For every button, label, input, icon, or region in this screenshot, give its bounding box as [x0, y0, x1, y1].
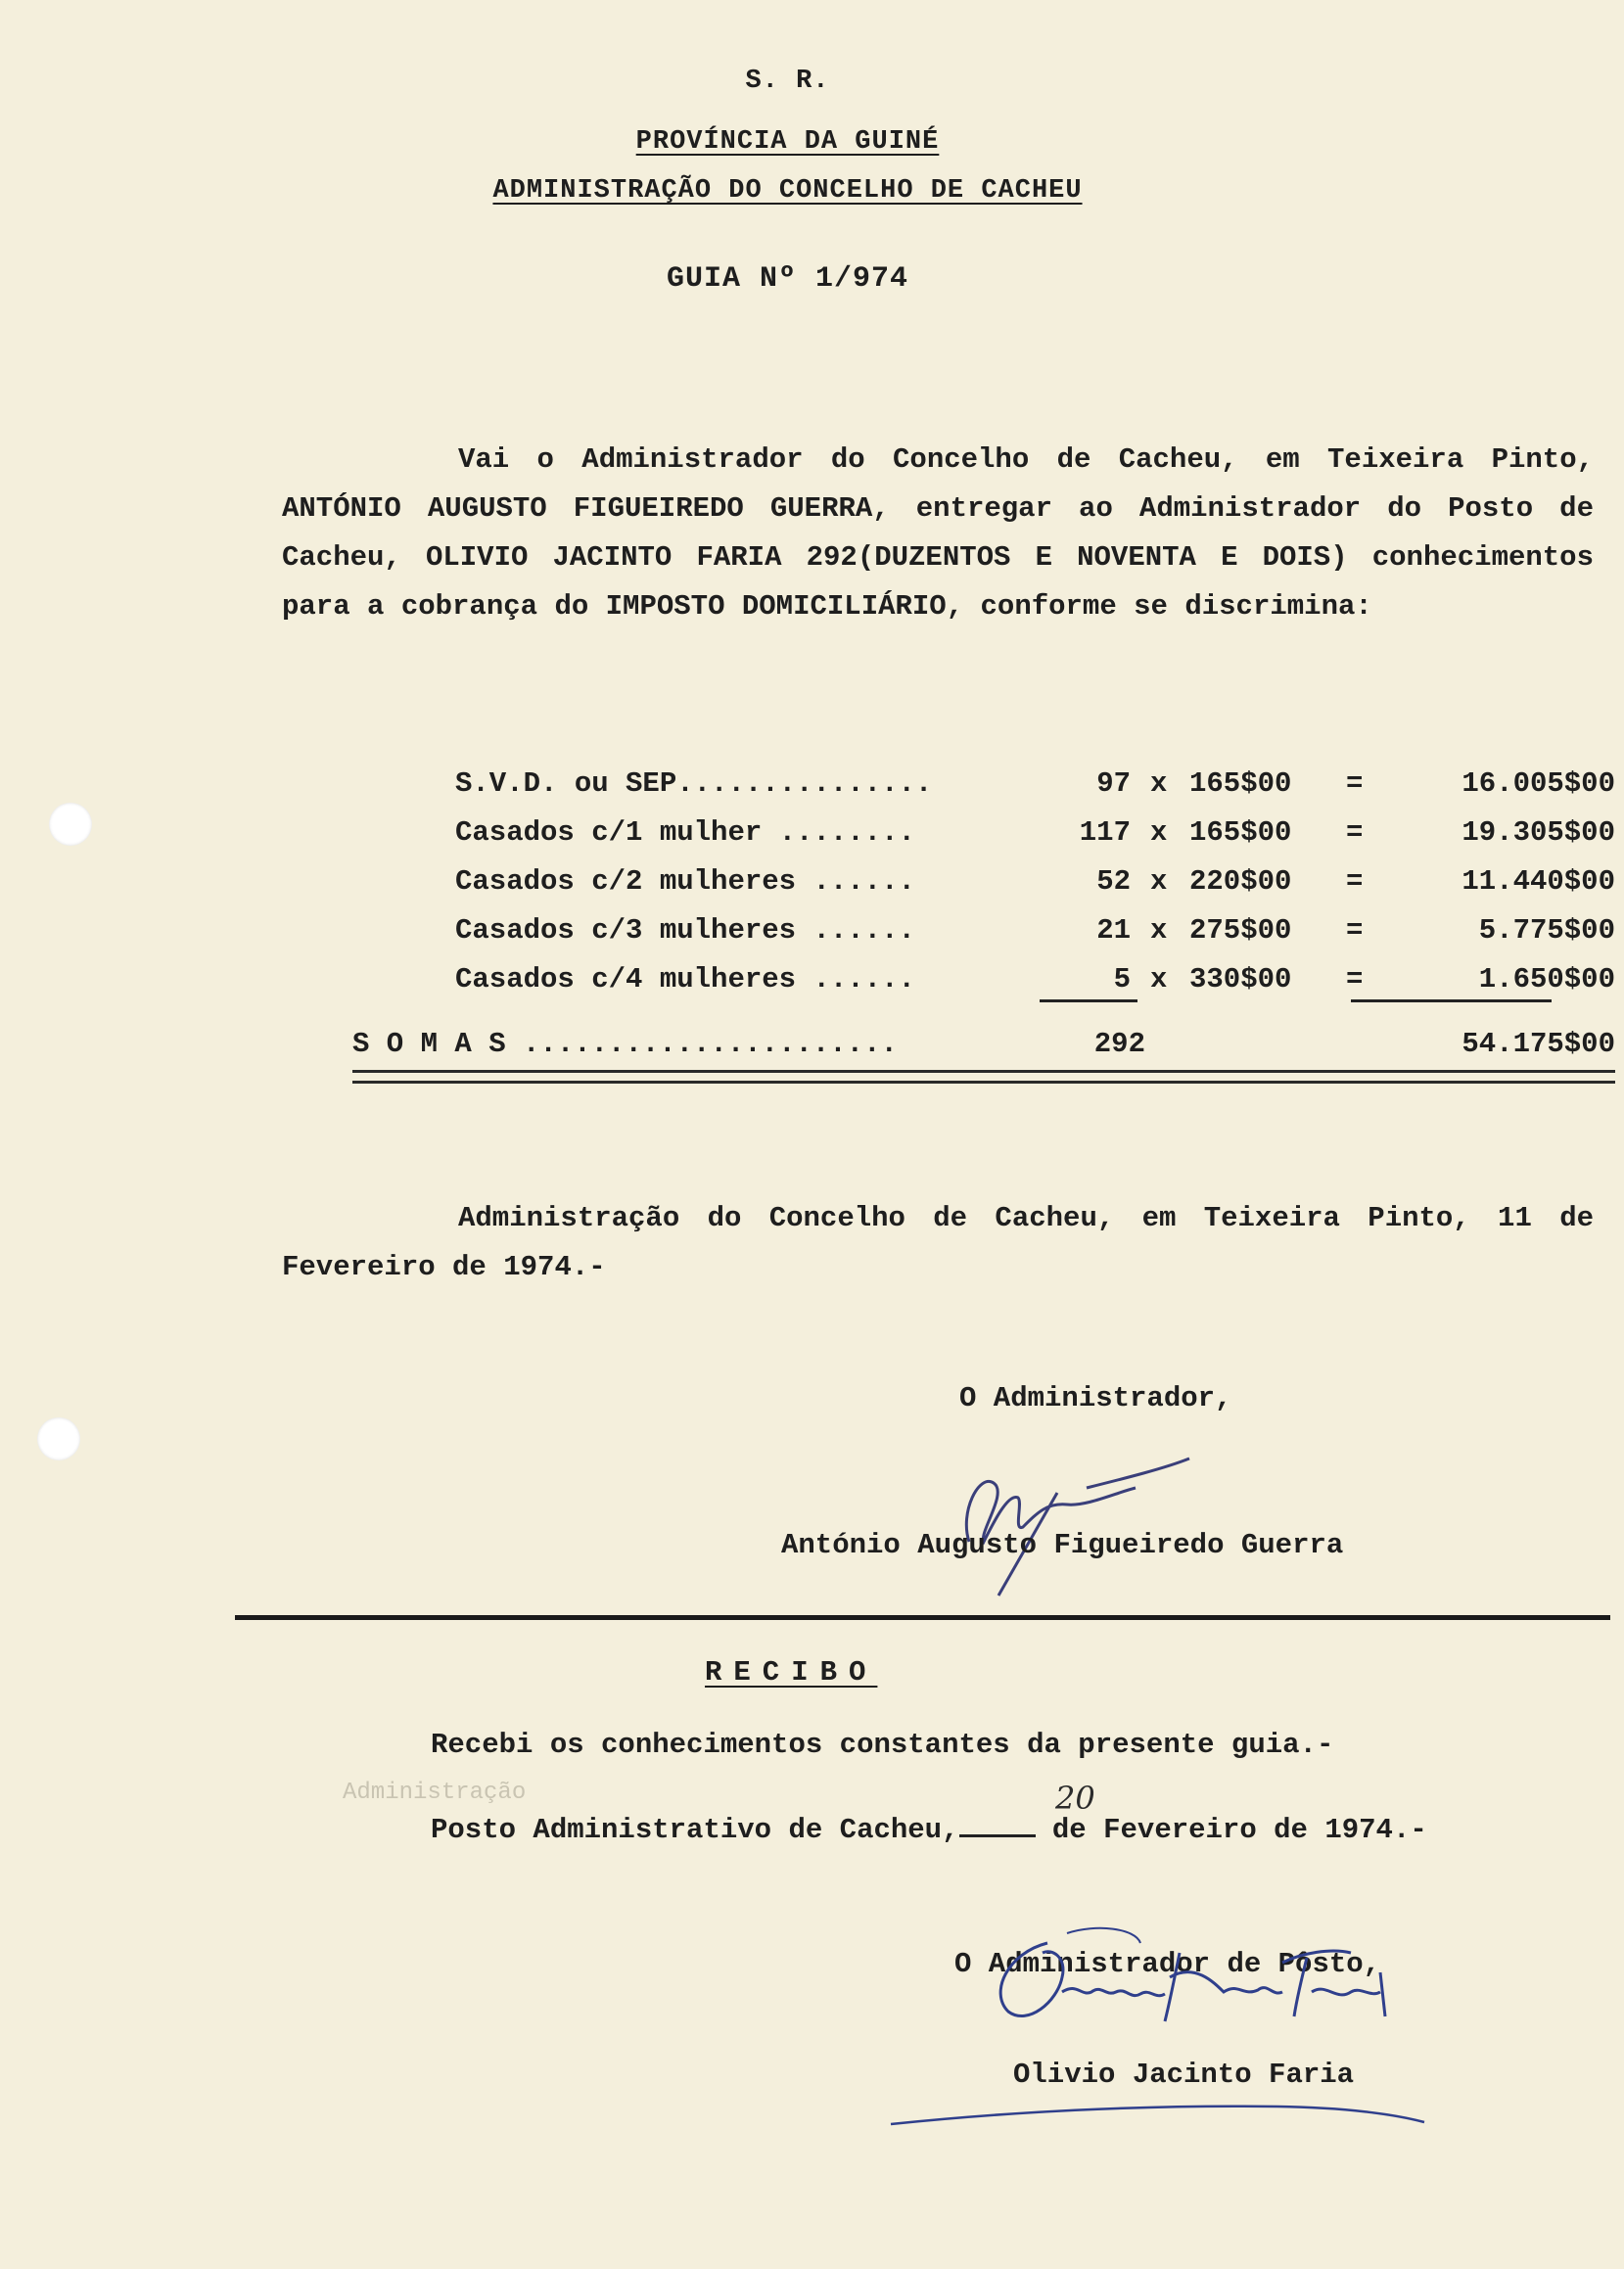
row-total: 11.440$00 — [1462, 865, 1615, 898]
row-equals-sign: = — [1346, 963, 1364, 996]
receipt-line-2 — [431, 1809, 1427, 1846]
row-equals-sign: = — [1346, 914, 1364, 947]
row-unit-price: 165$00 — [1189, 816, 1292, 849]
row-equals-sign: = — [1346, 816, 1364, 849]
sums-double-rule — [352, 1070, 1615, 1084]
row-unit-price: 165$00 — [1189, 767, 1292, 800]
row-total: 5.775$00 — [1478, 914, 1615, 947]
signature-underline-stroke — [886, 2095, 1434, 2134]
row-label: Casados c/4 mulheres ...... — [455, 963, 915, 996]
sums-quantity: 292 — [1093, 1028, 1145, 1060]
header-sr: S. R. — [745, 67, 830, 96]
receipt-line-1: Recebi os conhecimentos constantes da presente guia.- — [431, 1729, 1334, 1761]
row-equals-sign: = — [1346, 865, 1364, 898]
post-administrator-name: Olivio Jacinto Faria — [1013, 2059, 1355, 2091]
date-paragraph — [282, 1194, 1594, 1292]
administrator-title: O Administrador, — [959, 1382, 1232, 1414]
row-equals-sign: = — [1346, 767, 1364, 800]
row-times-sign: x — [1150, 816, 1168, 849]
header-administration: ADMINISTRAÇÃO DO CONCELHO DE CACHEU — [492, 176, 1083, 206]
receipt-date-suffix: de Fevereiro de 1974.- — [1051, 1814, 1427, 1846]
administrator-name: António Augusto Figueiredo Guerra — [781, 1529, 1344, 1561]
row-label: Casados c/2 mulheres ...... — [455, 865, 915, 898]
row-total: 19.305$00 — [1462, 816, 1615, 849]
row-label: Casados c/1 mulher ........ — [455, 816, 915, 849]
row-quantity: 5 — [1113, 963, 1131, 996]
row-label: S.V.D. ou SEP............... — [455, 767, 933, 800]
row-quantity: 52 — [1096, 865, 1131, 898]
header-guia-number: GUIA Nº 1/974 — [666, 262, 909, 296]
date-paragraph-text: Administração do Concelho de Cacheu, em Teixeira Pinto, 11 de Fevereiro de 1974.- — [282, 1202, 1594, 1283]
punch-hole-bottom — [37, 1417, 80, 1460]
row-times-sign: x — [1150, 914, 1168, 947]
sums-label: S O M A S ...................... — [352, 1028, 898, 1060]
row-times-sign: x — [1150, 865, 1168, 898]
post-administrator-signature — [969, 1923, 1419, 2041]
amount-sum-rule — [1351, 999, 1552, 1002]
row-times-sign: x — [1150, 767, 1168, 800]
header-province: PROVÍNCIA DA GUINÉ — [635, 127, 940, 157]
sums-total: 54.175$00 — [1462, 1028, 1615, 1060]
row-quantity: 97 — [1096, 767, 1131, 800]
row-quantity: 117 — [1079, 816, 1131, 849]
receipt-heading: RECIBO — [705, 1656, 878, 1689]
row-unit-price: 220$00 — [1189, 865, 1292, 898]
section-divider — [235, 1615, 1610, 1620]
receipt-day-handwritten: 20 — [1055, 1780, 1095, 1817]
row-quantity: 21 — [1096, 914, 1131, 947]
receipt-place: Posto Administrativo de Cacheu, — [431, 1814, 959, 1846]
receipt-struck-word: Administração — [343, 1780, 527, 1806]
row-total: 16.005$00 — [1462, 767, 1615, 800]
receipt-day-blank — [959, 1809, 1036, 1837]
row-unit-price: 275$00 — [1189, 914, 1292, 947]
row-times-sign: x — [1150, 963, 1168, 996]
punch-hole-top — [49, 803, 92, 846]
row-unit-price: 330$00 — [1189, 963, 1292, 996]
row-total: 1.650$00 — [1478, 963, 1615, 996]
body-paragraph-text: Vai o Administrador do Concelho de Cacheu, em Teixeira Pinto, ANTÓNIO AUGUSTO FIGUEIREDO GUERRA, entregar ao Administrador do Posto de Cacheu, OLIVIO JACINTO FARIA 292(DUZENTOS E NOVENTA E DOIS) conhecimentos para a cobrança do IMPOSTO DOMICILIÁRIO, conforme se discrimina: — [282, 443, 1594, 623]
row-label: Casados c/3 mulheres ...... — [455, 914, 915, 947]
quantity-sum-rule — [1040, 999, 1137, 1002]
post-administrator-title: O Administrador de Pôsto, — [954, 1948, 1381, 1980]
body-paragraph — [282, 436, 1594, 631]
administrator-signature — [940, 1434, 1194, 1600]
